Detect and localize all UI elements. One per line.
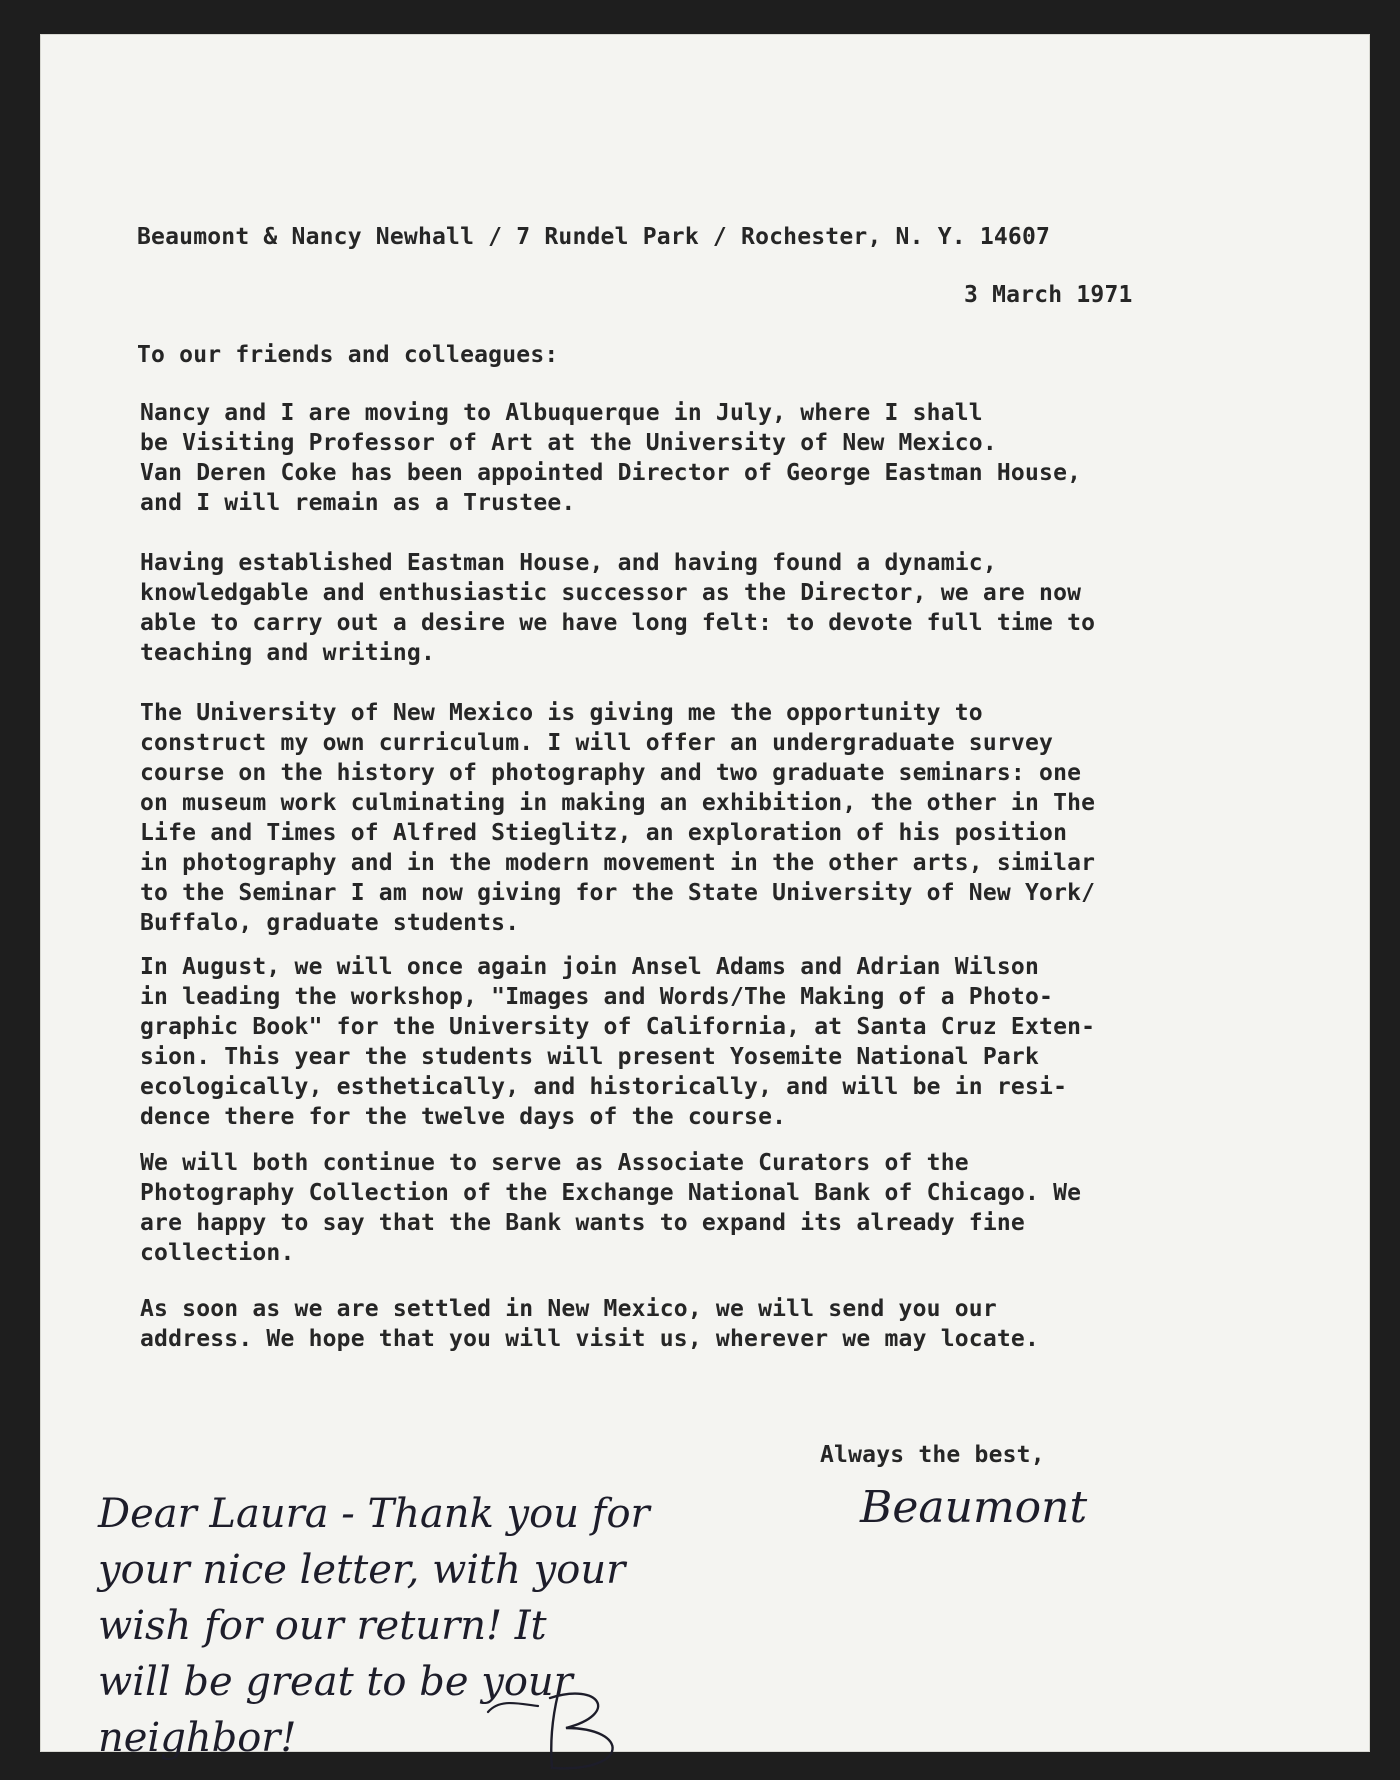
salutation: To our friends and colleagues: [137,342,559,368]
handwritten-initial-b [480,1684,640,1774]
paragraph-eastman-house: Having established Eastman House, and having found a dynamic, knowledgable and enthusiastic successor as the Director, we are now able to carry out a desire we have long felt: to devote full time to teaching and writing. [140,550,1096,666]
closing: Always the best, [820,1442,1045,1468]
paragraph-curriculum: The University of New Mexico is giving me the opportunity to construct my own curriculum. I will offer an undergraduate survey course on the history of photography and two graduate seminars: one on museum work culminating in making an exhibition, the other in The Life and Times of Alfred Stieglitz, an exploration of his position in photography and in the modern movement in the other arts, similar to the Seminar I am now giving for the State University of New York/ Buffalo, graduate students. [140,700,1096,936]
paragraph-curators: We will both continue to serve as Associate Curators of the Photography Collection of the Exchange National Bank of Chicago. We are happy to say that the Bank wants to expand its already fine collection. [140,1150,1082,1266]
paragraph-workshop: In August, we will once again join Ansel Adams and Adrian Wilson in leading the workshop, "Images and Words/The Making of a Photo- graphic Book" for the University of California, at Santa Cruz Exten- sion. This year the students will present Yosemite National Park ecologically, esthetically, and historically, and will be in resi- dence there for the twelve days of the course. [140,954,1096,1130]
handwritten-note: Dear Laura - Thank you for your nice letter, with your wish for our return! It will be great to be your neighbor! [98,1491,650,1761]
paragraph-moving: Nancy and I are moving to Albuquerque in July, where I shall be Visiting Professor of Art at the University of New Mexico. Van Deren Coke has been appointed Director of George Eastman House, and I will remain as a Trustee. [140,400,1082,516]
letter-page [40,34,1370,1761]
signature: Beaumont [860,1482,1088,1533]
paragraph-settled: As soon as we are settled in New Mexico, we will send you our address. We hope that you will visit us, wherever we may locate. [140,1296,1040,1352]
letterhead-address: Beaumont & Nancy Newhall / 7 Rundel Park / Rochester, N. Y. 14607 [137,224,1051,250]
letter-date: 3 March 1971 [964,282,1133,308]
